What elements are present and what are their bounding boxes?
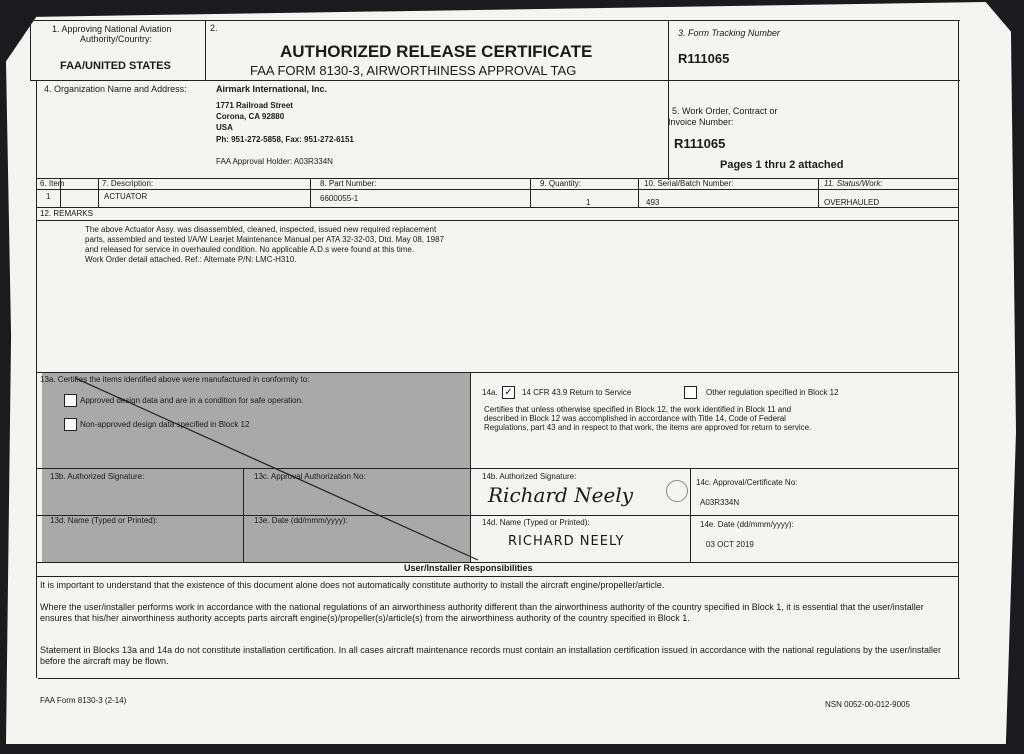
form-number-footer: FAA Form 8130-3 (2-14) [40,696,127,705]
approved-design-data-label: Approved design data and are in a condition for safe operation. [80,396,304,405]
user-installer-paragraph-2: Where the user/installer performs work in accordance with the national regulations of an airworthiness authority different than the airworthiness authority of the country specified in Block 1, it is essential that the user/installer ensures that his/her airworthiness authority accepts parts aircraft engine(s)/propeller(s)/article(s) from the airworthiness authority of the country specified in Block 1. [40,602,924,623]
certification-line-1: Certifies that unless otherwise specified in Block 12, the work identified in Block 11 and [484,405,792,414]
remarks-line-4: Work Order detail attached. Ref.: Alternate P/N: LMC-H310. [85,255,297,264]
block-13b-label: 13b. Authorized Signature: [50,472,145,481]
block-3-label: 3. Form Tracking Number [678,28,780,38]
other-regulation-label: Other regulation specified in Block 12 [706,388,839,397]
certification-line-3: Regulations, part 43 and in respect to that work, the items are approved for return to service. [484,423,812,432]
certification-line-2: described in Block 12 was accomplished in accordance with Title 14, Code of Federal [484,414,786,423]
item-number: 1 [46,192,51,201]
non-approved-design-data-checkbox[interactable] [64,418,77,431]
approved-design-data-checkbox[interactable] [64,394,77,407]
block-14e-label: 14e. Date (dd/mmm/yyyy): [700,520,794,529]
block-12-label: 12. REMARKS [40,209,93,218]
block-14b-label: 14b. Authorized Signature: [482,472,577,481]
organization-street: 1771 Railroad Street [216,101,293,110]
block-8-label: 8. Part Number: [320,179,377,188]
other-regulation-checkbox[interactable] [684,386,697,399]
pages-attached: Pages 1 thru 2 attached [720,159,844,171]
organization-name: Airmark International, Inc. [216,84,328,94]
nsn-number: NSN 0052-00-012-9005 [825,700,910,709]
check-mark-icon: ✓ [504,387,513,398]
block-7-label: 7. Description: [102,179,154,188]
block-14c-label: 14c. Approval/Certificate No: [696,478,798,487]
form-subtitle: FAA FORM 8130-3, AIRWORTHINESS APPROVAL TAG [250,63,577,78]
block-13c-label: 13c. Approval Authorization No: [254,472,366,481]
organization-country: USA [216,123,233,132]
item-description: ACTUATOR [104,192,148,201]
block-13-diagonal-strike [30,20,960,695]
cfr-43-9-label: 14 CFR 43.9 Return to Service [522,388,632,397]
block-4-label: 4. Organization Name and Address: [44,84,187,94]
block-1-label: 1. Approving National Aviation [52,24,172,34]
printed-name: RICHARD NEELY [508,534,625,549]
block-1-label-2: Authority/Country: [80,34,153,44]
cfr-43-9-checkbox[interactable] [502,386,515,399]
block-13d-label: 13d. Name (Typed or Printed): [50,516,158,525]
remarks-line-2: parts, assembled and tested I/A/W Learjet Maintenance Manual per ATA 32-32-03, Dtd. May 08, 1987 [85,235,445,244]
block-14d-label: 14d. Name (Typed or Printed): [482,518,590,527]
remarks-line-1: The above Actuator Assy. was disassembled, cleaned, inspected, issued new required replacement [85,225,437,234]
user-installer-heading: User/Installer Responsibilities [404,563,533,573]
seal-stamp [666,480,688,502]
form-tracking-number: R111065 [678,51,730,66]
item-part-number: 6600055-1 [320,194,359,203]
faa-approval-holder: FAA Approval Holder: A03R334N [216,157,333,166]
authorized-signature: Richard Neely [488,483,634,507]
remarks-line-3: and released for service in overhauled condition. No applicable A.D.s were found at this time. [85,245,415,254]
block-1-value: FAA/UNITED STATES [60,60,171,72]
user-installer-paragraph-3: Statement in Blocks 13a and 14a do not constitute installation certification. In all cases aircraft maintenance records must contain an installation certification issued in accordance with the national regulations by the user/installer before the aircraft may be flown. [40,645,941,666]
form-title: AUTHORIZED RELEASE CERTIFICATE [280,42,593,61]
approval-certificate-number: A03R334N [700,498,740,507]
block-11-label: 11. Status/Work: [824,179,883,188]
item-status: OVERHAULED [824,198,880,207]
block-2-number: 2. [210,23,218,33]
block-6-label: 6. Item [40,179,65,188]
organization-phone-fax: Ph: 951-272-5858, Fax: 951-272-6151 [216,135,354,144]
block-9-label: 9. Quantity: [540,179,581,188]
non-approved-design-data-label: Non-approved design data specified in Block 12 [80,420,250,429]
signature-date: 03 OCT 2019 [706,540,754,549]
work-order-number: R111065 [674,136,726,151]
block-14a-label: 14a. [482,388,498,397]
block-10-label: 10. Serial/Batch Number: [644,179,734,188]
block-13a-label: 13a. Certifies the items identified above were manufactured in conformity to: [40,375,310,384]
item-serial-number: 493 [646,198,660,207]
block-13e-label: 13e. Date (dd/mmm/yyyy): [254,516,348,525]
authorized-release-certificate-form [30,20,960,709]
item-quantity: 1 [586,198,591,207]
block-5-label-2: Invoice Number: [668,117,734,127]
user-installer-paragraph-1: It is important to understand that the existence of this document alone does not automatically constitute authority to install the aircraft engine/propeller/article. [40,580,665,590]
organization-city: Corona, CA 92880 [216,112,285,121]
block-5-label: 5. Work Order, Contract or [672,106,778,116]
